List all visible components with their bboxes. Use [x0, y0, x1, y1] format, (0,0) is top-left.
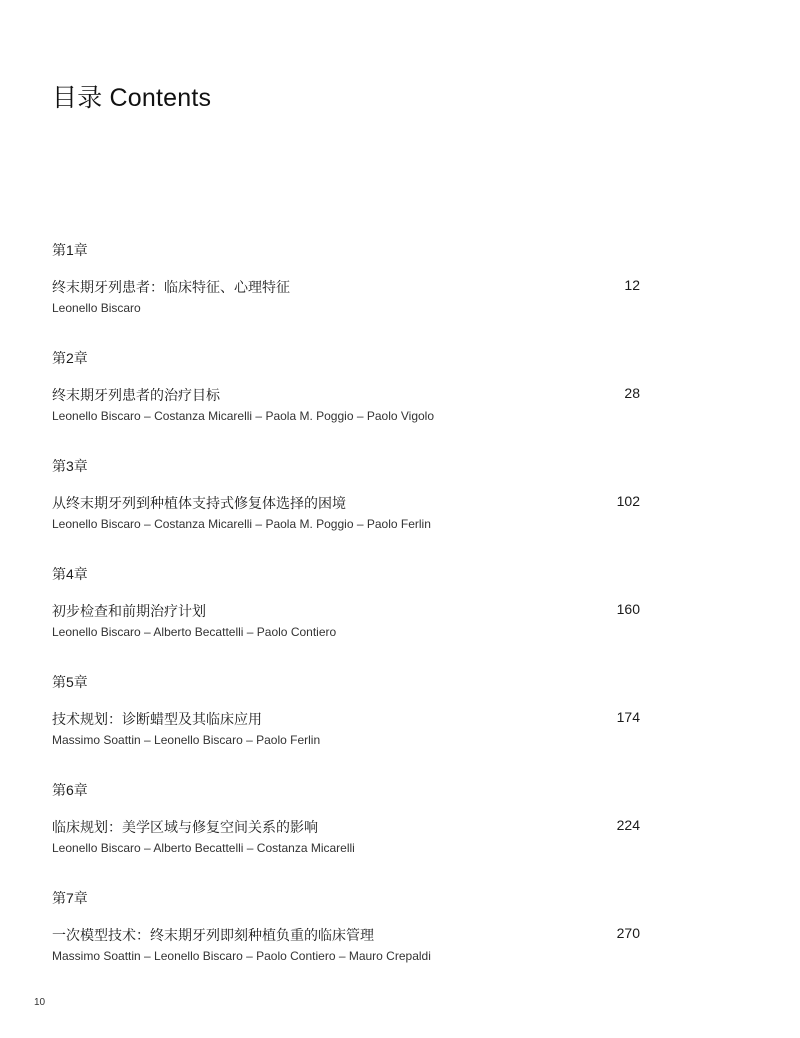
- chapter-authors: Leonello Biscaro – Costanza Micarelli – Paola M. Poggio – Paolo Vigolo: [52, 409, 435, 423]
- chapter-authors: Massimo Soattin – Leonello Biscaro – Paolo Ferlin: [52, 733, 321, 747]
- chapter-page-number: 224: [616, 817, 640, 833]
- table-of-contents: [52, 240, 640, 996]
- chapter-entry-6: [52, 780, 640, 888]
- chapter-title: 从终末期牙列到种植体支持式修复体选择的困境: [52, 495, 346, 511]
- chapter-title: 技术规划：诊断蜡型及其临床应用: [52, 711, 262, 727]
- chapter-label: 第1章: [52, 242, 88, 258]
- page-number: 10: [34, 997, 46, 1008]
- chapter-title: 终末期牙列患者：临床特征、心理特征: [52, 279, 290, 295]
- chapter-entry-2: [52, 348, 640, 456]
- chapter-page-number: 270: [616, 925, 640, 941]
- chapter-label: 第6章: [52, 782, 88, 798]
- chapter-entry-3: [52, 456, 640, 564]
- chapter-label: 第5章: [52, 674, 88, 690]
- chapter-page-number: 28: [624, 385, 640, 401]
- chapter-entry-4: [52, 564, 640, 672]
- chapter-label: 第4章: [52, 566, 88, 582]
- chapter-label: 第3章: [52, 458, 88, 474]
- chapter-label: 第2章: [52, 350, 88, 366]
- chapter-authors: Leonello Biscaro – Alberto Becattelli – Costanza Micarelli: [52, 841, 355, 855]
- page-title: 目录 Contents: [52, 84, 212, 112]
- chapter-authors: Massimo Soattin – Leonello Biscaro – Paolo Contiero – Mauro Crepaldi: [52, 949, 431, 963]
- chapter-entry-1: [52, 240, 640, 348]
- chapter-entry-7: [52, 888, 640, 996]
- chapter-entry-5: [52, 672, 640, 780]
- chapter-title: 一次模型技术：终末期牙列即刻种植负重的临床管理: [52, 927, 374, 943]
- chapter-title: 初步检查和前期治疗计划: [52, 603, 206, 619]
- chapter-page-number: 12: [624, 277, 640, 293]
- chapter-page-number: 174: [616, 709, 640, 725]
- chapter-title: 临床规划：美学区域与修复空间关系的影响: [52, 819, 318, 835]
- chapter-label: 第7章: [52, 890, 88, 906]
- chapter-page-number: 102: [616, 493, 640, 509]
- chapter-authors: Leonello Biscaro: [52, 301, 141, 315]
- chapter-authors: Leonello Biscaro – Costanza Micarelli – Paola M. Poggio – Paolo Ferlin: [52, 517, 431, 531]
- chapter-title: 终末期牙列患者的治疗目标: [52, 387, 220, 403]
- chapter-authors: Leonello Biscaro – Alberto Becattelli – Paolo Contiero: [52, 625, 337, 639]
- chapter-page-number: 160: [616, 601, 640, 617]
